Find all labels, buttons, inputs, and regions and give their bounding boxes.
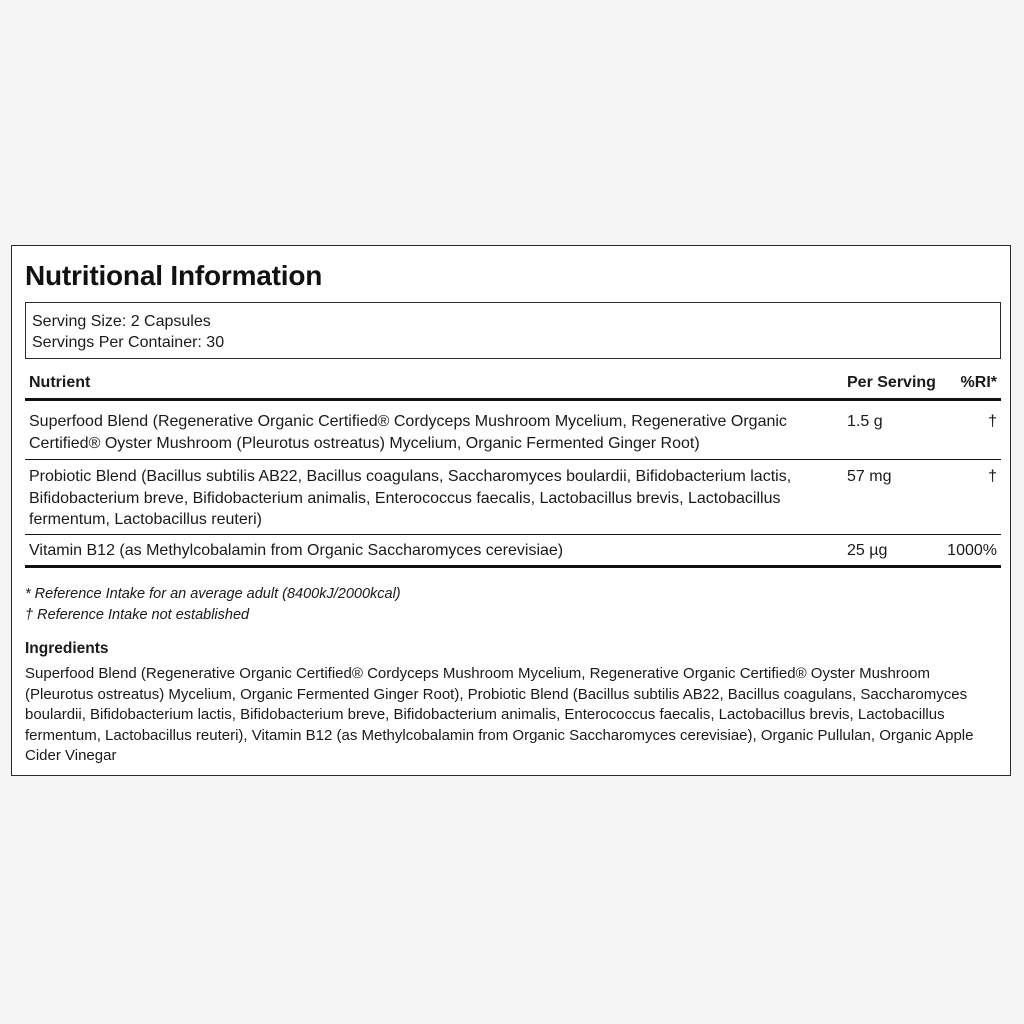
page-title: Nutritional Information [25, 260, 323, 291]
header-per-serving: Per Serving [847, 374, 936, 391]
nutrient-amount: 57 mg [847, 468, 892, 485]
table-row [25, 535, 1001, 568]
nutrient-ri: † [988, 413, 997, 430]
header-ri: %RI* [960, 374, 997, 391]
footnotes [25, 584, 401, 625]
nutrient-amount: 25 µg [847, 542, 888, 559]
ingredients-title: Ingredients [25, 640, 109, 657]
nutrient-name: Probiotic Blend (Bacillus subtilis AB22, Bacillus coagulans, Saccharomyces boulardii, Bifidobacterium lactis, Bifidobacterium breve, Bifidobacterium animalis, Enterococcus faecalis, Lactobacillus brevis, Lactobacillus fermentum, Lactobacillus reuteri) [29, 468, 792, 528]
table-row [25, 401, 1001, 460]
nutrient-ri: 1000% [947, 542, 997, 559]
servings-per-container: Servings Per Container: 30 [32, 334, 225, 351]
ingredients-text: Superfood Blend (Regenerative Organic Certified® Cordyceps Mushroom Mycelium, Regenerative Organic Certified® Oyster Mushroom (Pleurotus ostreatus) Mycelium, Organic Fermented Ginger Root), Probiotic Blend (Bacillus subtilis AB22, Bacillus coagulans, Saccharomyces boulardii, Bifidobacterium lactis, Bifidobacterium breve, Bifidobacterium animalis, Enterococcus faecalis, Lactobacillus brevis, Lactobacillus fermentum, Lactobacillus reuteri), Vitamin B12 (as Methylcobalamin from Organic Saccharomyces cerevisiae), Organic Pullulan, Organic Apple Cider Vinegar [25, 665, 974, 765]
nutrition-panel [11, 245, 1011, 776]
header-nutrient: Nutrient [29, 374, 91, 391]
table-row [25, 460, 1001, 535]
serving-size: Serving Size: 2 Capsules [32, 313, 211, 330]
nutrient-table [25, 368, 1001, 568]
nutrient-amount: 1.5 g [847, 413, 883, 430]
serving-info-box [25, 302, 1001, 359]
nutrient-ri: † [988, 468, 997, 485]
footnote-ri: * Reference Intake for an average adult (8400kJ/2000kcal) [25, 586, 401, 602]
nutrient-name: Superfood Blend (Regenerative Organic Certified® Cordyceps Mushroom Mycelium, Regenerative Organic Certified® Oyster Mushroom (Pleurotus ostreatus) Mycelium, Organic Fermented Ginger Root) [29, 413, 787, 452]
footnote-not-established: † Reference Intake not established [25, 606, 250, 623]
table-header [25, 368, 1001, 401]
nutrient-name: Vitamin B12 (as Methylcobalamin from Organic Saccharomyces cerevisiae) [29, 542, 564, 559]
